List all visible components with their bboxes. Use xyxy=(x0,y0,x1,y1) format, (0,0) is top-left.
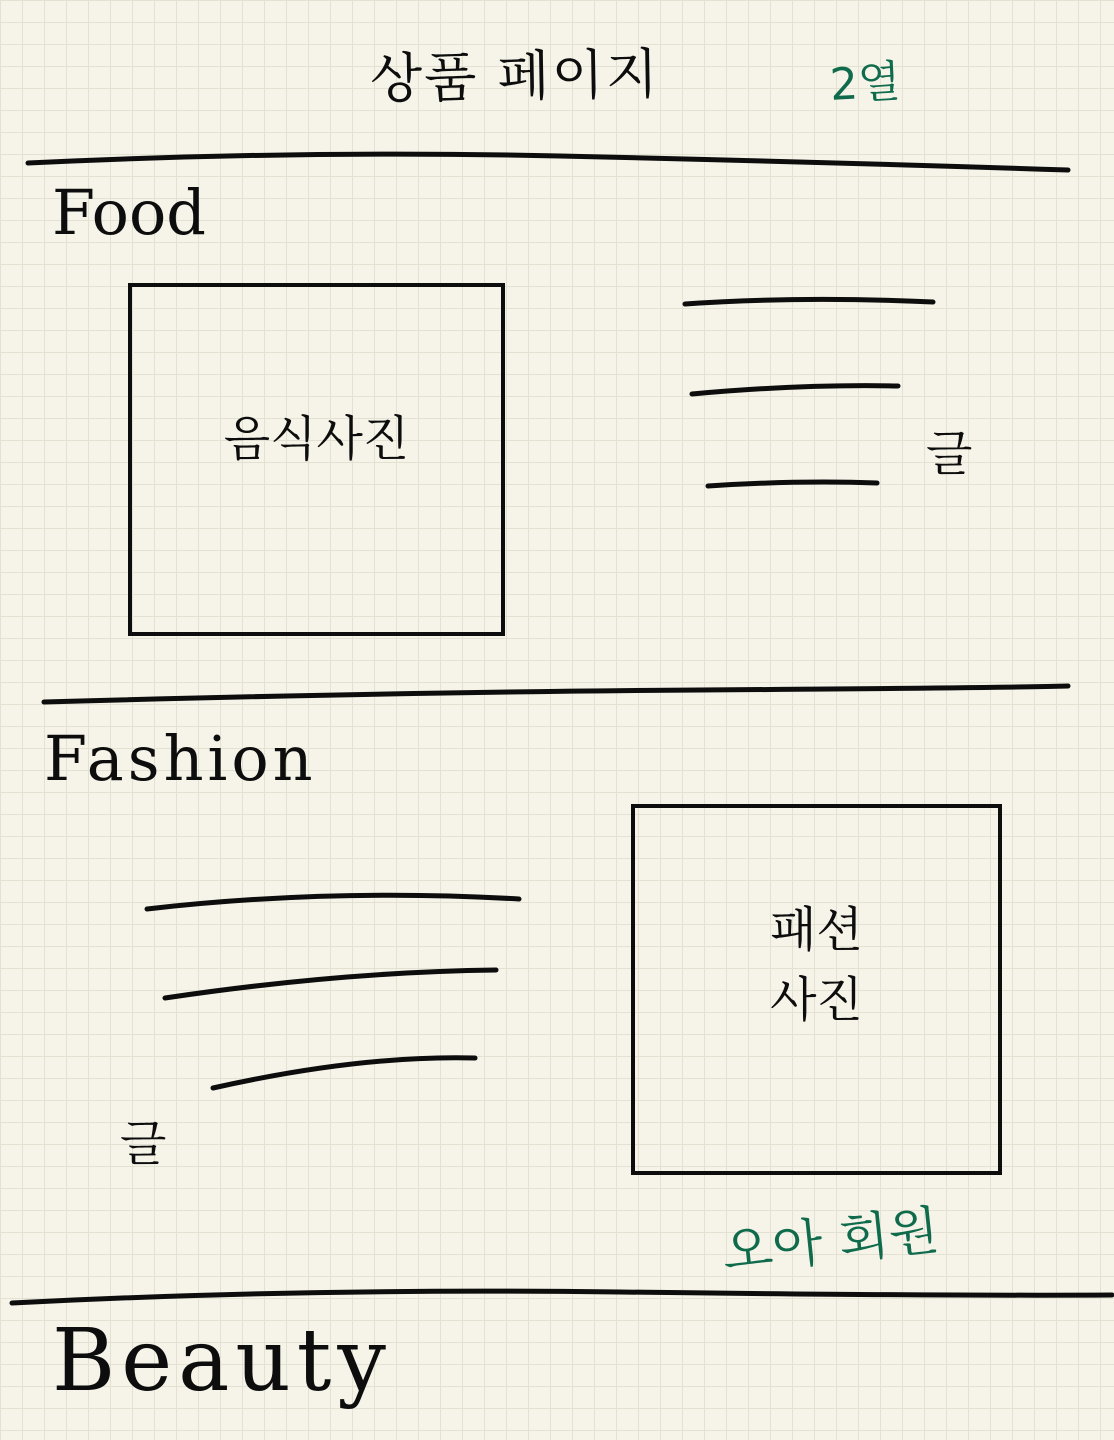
section-title-food: Food xyxy=(52,176,206,249)
page-title: 상품 페이지 xyxy=(369,42,661,111)
fashion-photo-label: 패션 사진 xyxy=(770,902,863,1028)
fashion-text-line-1 xyxy=(147,895,519,909)
food-text-line-2 xyxy=(692,386,898,394)
fashion-beauty-divider xyxy=(12,1291,1112,1303)
food-text-line-3 xyxy=(708,482,877,486)
footer-annotation: 오아 회원 xyxy=(719,1200,943,1284)
fashion-text-line-2 xyxy=(165,970,496,998)
food-text-label: 글 xyxy=(926,426,973,482)
food-photo-label: 음식사진 xyxy=(223,411,410,467)
food-photo-placeholder xyxy=(128,283,505,636)
food-fashion-divider xyxy=(44,686,1068,702)
food-text-line-1 xyxy=(685,299,933,304)
fashion-text-label: 글 xyxy=(120,1116,167,1172)
header-divider xyxy=(28,154,1068,170)
fashion-text-line-3 xyxy=(213,1058,475,1088)
section-title-fashion: Fashion xyxy=(44,722,317,795)
fashion-photo-placeholder xyxy=(631,804,1002,1175)
section-title-beauty: Beauty xyxy=(52,1311,392,1411)
layout-note: 2열 xyxy=(828,56,902,111)
